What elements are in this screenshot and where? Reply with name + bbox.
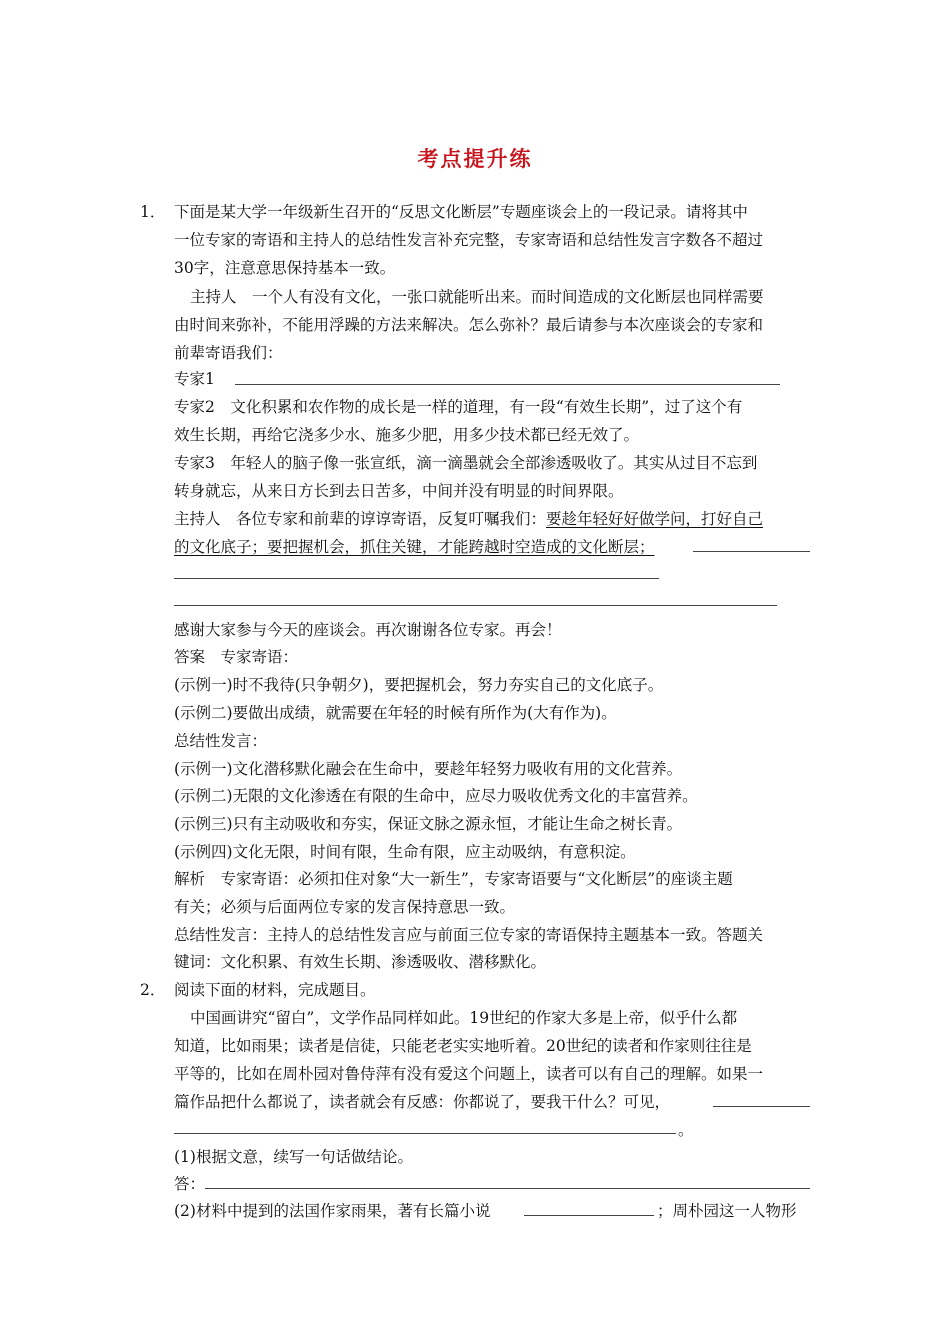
sub-question-1: (1)根据文意，续写一句话做结论。 [174,1148,413,1166]
host-summary-prefix: 主持人 各位专家和前辈的谆谆寄语，反复叮嘱我们： [174,510,547,528]
expert-1-answer-blank[interactable] [235,384,780,385]
q1-intro-line: 30字，注意意思保持基本一致。 [174,259,396,277]
novel-title-blank[interactable] [524,1215,654,1216]
expert-example: (示例二)要做出成绩，就需要在年轻的时候有所作为(大有作为)。 [174,704,617,722]
host-intro-line: 主持人 一个人有没有文化，一张口就能听出来。而时间造成的文化断层也同样需要 [190,288,764,306]
expert-2-line: 专家2 文化积累和农作物的成长是一样的道理，有一段“有效生长期”，过了这个有 [174,398,743,416]
host-intro-line: 前辈寄语我们： [174,344,283,362]
passage-line: 知道，比如雨果；读者是信徒，只能老老实实地听着。20世纪的读者和作家则往往是 [174,1037,752,1055]
q2-intro: 阅读下面的材料，完成题目。 [174,981,376,999]
host-summary-underlined: 要趁年轻好好做学问，打好自己 [546,510,764,528]
expert-3-line: 转身就忘，从来日方长到去日苦多，中间并没有明显的时间界限。 [174,482,624,500]
host-summary-line [174,509,763,529]
summary-example: (示例一)文化潜移默化融会在生命中，要趁年轻努力吸收有用的文化营养。 [174,760,683,778]
expert-example: (示例一)时不我待(只争朝夕)，要把握机会，努力夯实自己的文化底子。 [174,676,664,694]
summary-example: (示例二)无限的文化渗透在有限的生命中，应尽力吸收优秀文化的丰富营养。 [174,787,698,805]
host-summary-answer-blank[interactable] [174,578,659,579]
question-1-number: 1． [140,203,166,221]
summary-example: (示例四)文化无限，时间有限，生命有限，应主动吸纳，有意积淀。 [174,843,636,861]
analysis-line: 有关；必须与后面两位专家的发言保持意思一致。 [174,898,516,916]
passage-answer-blank[interactable] [174,1133,676,1134]
host-summary-underlined: 的文化底子；要把握机会，抓住关键，才能跨越时空造成的文化断层； [174,538,655,556]
host-summary-answer-blank[interactable] [693,551,810,552]
sub-question-2-part-a: (2)材料中提到的法国作家雨果，著有长篇小说 [174,1202,491,1220]
analysis-line: 总结性发言：主持人的总结性发言应与前面三位专家的寄语保持主题基本一致。答题关 [174,926,764,944]
closing-remark: 感谢大家参与今天的座谈会。再次谢谢各位专家。再会！ [174,621,562,639]
host-summary-answer-blank[interactable] [174,605,777,606]
passage-line: 篇作品把什么都说了，读者就会有反感：你都说了，要我干什么？可见， [174,1093,671,1111]
summary-example: (示例三)只有主动吸收和夯实，保证文脉之源永恒，才能让生命之树长青。 [174,815,683,833]
q1-intro-line: 一位专家的寄语和主持人的总结性发言补充完整，专家寄语和总结性发言字数各不超过 [174,231,764,249]
analysis-line: 键词：文化积累、有效生长期、渗透吸收、潜移默化。 [174,953,547,971]
host-intro-line: 由时间来弥补，不能用浮躁的方法来解决。怎么弥补？最后请参与本次座谈会的专家和 [174,316,764,334]
summary-label: 总结性发言： [174,732,268,750]
page-title: 考点提升练 [417,147,533,171]
host-summary-line [174,537,655,557]
sub-question-1-answer-blank[interactable] [205,1188,810,1189]
passage-period: 。 [678,1121,694,1139]
expert-2-line: 效生长期，再给它浇多少水、施多少肥，用多少技术都已经无效了。 [174,426,640,444]
passage-line: 平等的，比如在周朴园对鲁侍萍有没有爱这个问题上，读者可以有自己的理解。如果一 [174,1065,764,1083]
analysis-line: 解析 专家寄语：必须扣住对象“大一新生”，专家寄语要与“文化断层”的座谈主题 [174,870,733,888]
expert-1-label: 专家1 [174,370,215,388]
expert-3-line: 专家3 年轻人的脑子像一张宣纸，滴一滴墨就会全部渗透吸收了。其实从过目不忘到 [174,454,758,472]
question-2-number: 2． [140,981,166,999]
passage-line: 中国画讲究“留白”，文学作品同样如此。19世纪的作家大多是上帝，似乎什么都 [190,1009,738,1027]
passage-answer-blank[interactable] [713,1106,810,1107]
answer-prefix: 答： [174,1175,206,1193]
sub-question-2-part-b: ；周朴园这一人物形 [657,1202,797,1220]
answer-label: 答案 专家寄语： [174,648,299,666]
q1-intro-line: 下面是某大学一年级新生召开的“反思文化断层”专题座谈会上的一段记录。请将其中 [174,203,748,221]
